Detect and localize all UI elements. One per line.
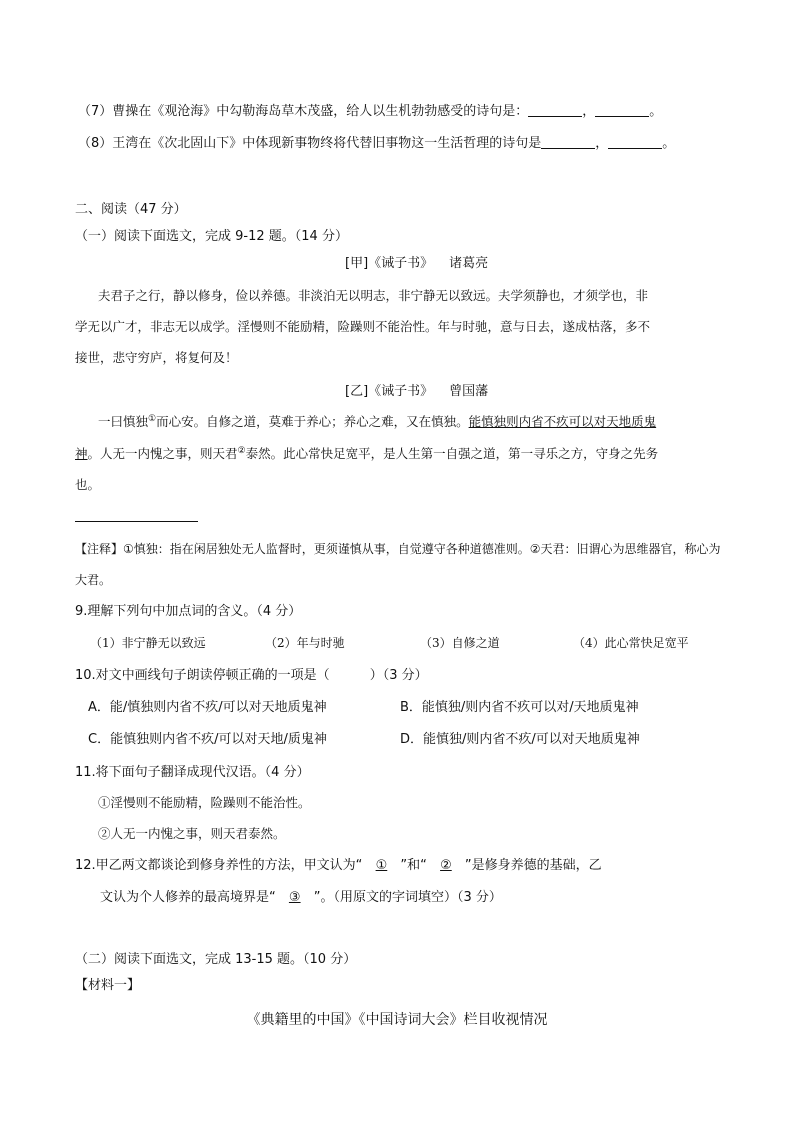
q9-item: （1）非宁静无以致远 xyxy=(90,636,206,650)
question-8-text: （8）王湾在《次北固山下》中体现新事物终将代替旧事物这一生活哲理的诗句是 xyxy=(78,136,542,151)
q9-item: （2）年与时驰 xyxy=(265,636,345,650)
part-2-heading: （二）阅读下面选文，完成 13-15 题。（10 分） xyxy=(75,952,357,967)
answer-blank[interactable] xyxy=(608,136,662,149)
q11-sentence: ②人无一内愧之事，则天君泰然。 xyxy=(98,826,286,841)
section-heading: 二、阅读（47 分） xyxy=(75,202,187,217)
fill-blank-3[interactable]: ③ xyxy=(288,890,301,905)
q11-sentence: ①淫慢则不能励精，险躁则不能治性。 xyxy=(98,795,311,810)
option-d[interactable]: D．能慎独/则内省不疚/可以对天地质鬼神 xyxy=(400,732,640,747)
underlined-sentence: 神 xyxy=(75,446,88,462)
q9-item: （4）此心常快足宽平 xyxy=(573,636,689,650)
footnote-divider xyxy=(75,521,198,522)
question-9: 9.理解下列句中加点词的含义。（4 分） xyxy=(75,604,302,619)
text-a-line: 学无以广才，非志无以成学。淫慢则不能励精，险躁则不能治性。年与时驰，意与日去，遂成枯落，多不 xyxy=(75,319,651,334)
text-a-author: 诸葛亮 xyxy=(449,256,489,271)
question-8: （8）王湾在《次北固山下》中体现新事物终将代替旧事物这一生活哲理的诗句是 ， 。 xyxy=(78,136,676,151)
fill-blank-1[interactable]: ① xyxy=(375,858,388,873)
question-7: （7）曹操在《观沧海》中勾勒海岛草木茂盛，给人以生机勃勃感受的诗句是： ， 。 xyxy=(78,104,663,119)
text-b-line: 也。 xyxy=(75,477,101,492)
option-c[interactable]: C．能慎独则内省不疚/可以对天地/质鬼神 xyxy=(88,732,327,747)
answer-blank[interactable] xyxy=(541,136,595,149)
question-7-text: （7）曹操在《观沧海》中勾勒海岛草木茂盛，给人以生机勃勃感受的诗句是： xyxy=(78,104,529,119)
footnote: 【注释】①慎独：指在闲居独处无人监督时，更须谨慎从事，自觉遵守各种道德准则。②天君：旧谓心为思维器官，称心为 xyxy=(75,542,721,556)
material-label: 【材料一】 xyxy=(75,978,141,993)
text-b-author: 曾国藩 xyxy=(449,384,489,399)
text-b-title: [乙]《诫子书》 曾国藩 xyxy=(345,384,489,399)
text-b-line: 神。人无一内愧之事，则天君②泰然。此心常快足宽平，是人生第一自强之道，第一寻乐之方，守身之先务 xyxy=(75,446,659,462)
text-a-title: [甲]《诫子书》 诸葛亮 xyxy=(345,256,489,271)
question-12: 12.甲乙两文都谈论到修身养性的方法，甲文认为“ ① ”和“ ② ”是修身养德的基础，乙 xyxy=(75,858,602,873)
answer-blank[interactable] xyxy=(528,104,582,117)
option-b[interactable]: B．能慎独/则内省不疚可以对/天地质鬼神 xyxy=(400,700,639,715)
question-12-cont: 文认为个人修养的最高境界是“ ③ ”。（用原文的字词填空）（3 分） xyxy=(100,890,502,905)
question-10: 10.对文中画线句子朗读停顿正确的一项是（ ）（3 分） xyxy=(75,668,428,683)
text-a-line: 夫君子之行，静以修身，俭以养德。非淡泊无以明志，非宁静无以致远。夫学须静也，才须学也，非 xyxy=(98,288,649,303)
answer-blank[interactable] xyxy=(595,104,649,117)
text-b-line: 一曰慎独①而心安。自修之道，莫难于养心；养心之难，又在慎独。能慎独则内省不疚可以对天地质鬼 xyxy=(98,414,657,430)
part-1-heading: （一）阅读下面选文，完成 9-12 题。（14 分） xyxy=(75,229,348,244)
underlined-sentence: 能慎独则内省不疚可以对天地质鬼 xyxy=(468,414,657,430)
question-11: 11.将下面句子翻译成现代汉语。（4 分） xyxy=(75,765,310,780)
option-a[interactable]: A．能/慎独则内省不疚/可以对天地质鬼神 xyxy=(88,700,327,715)
footnote: 大君。 xyxy=(75,573,112,587)
text-a-line: 接世，悲守穷庐，将复何及！ xyxy=(75,350,238,365)
q9-item: （3）自修之道 xyxy=(420,636,500,650)
table-title: 《典籍里的中国》《中国诗词大会》栏目收视情况 xyxy=(246,1012,548,1028)
fill-blank-2[interactable]: ② xyxy=(440,858,452,873)
